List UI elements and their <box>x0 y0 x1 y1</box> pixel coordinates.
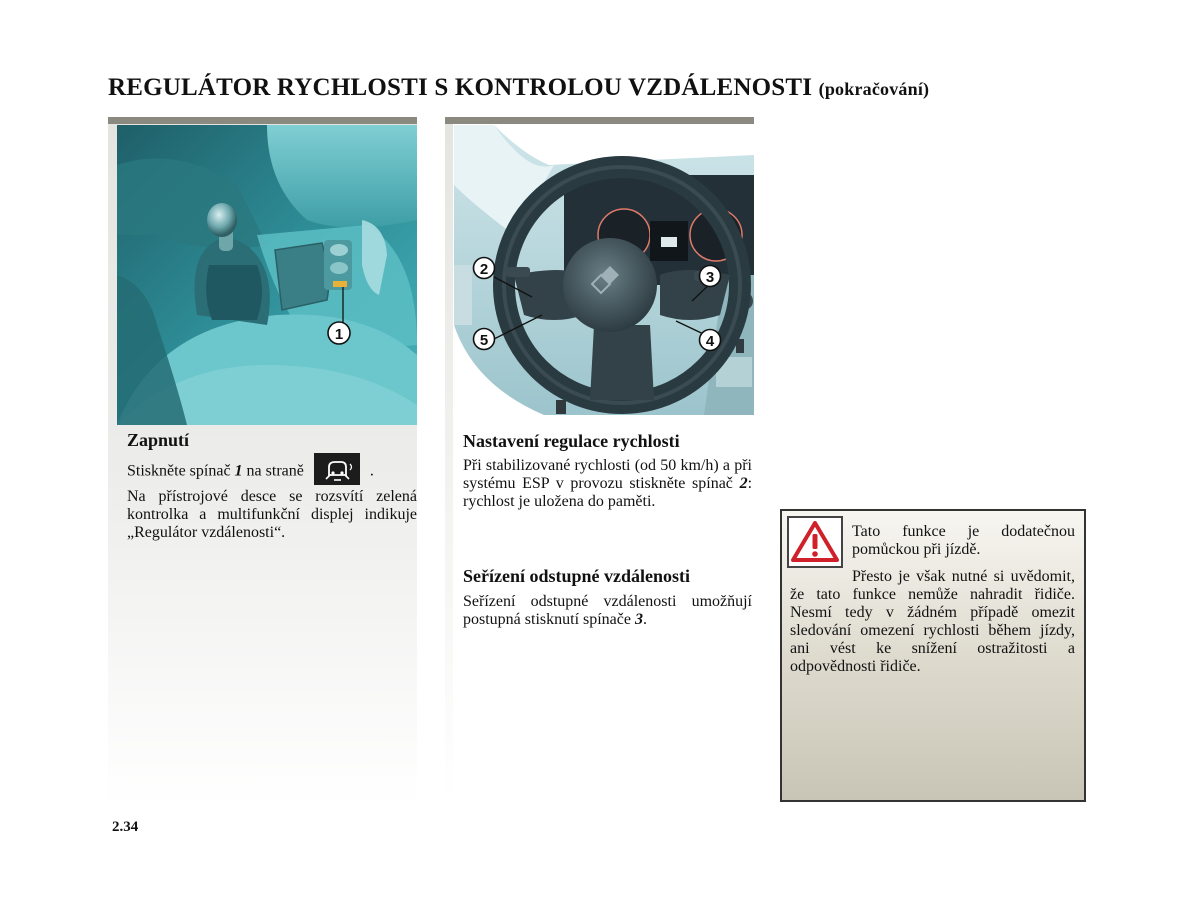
callout-5: 5 <box>479 332 489 349</box>
callout-1: 1 <box>334 326 344 343</box>
column-top-bar <box>108 117 417 124</box>
steering-wheel-illustration <box>454 125 754 415</box>
middle-para-1 <box>463 457 752 511</box>
distance-regulator-icon <box>314 453 360 485</box>
callout-4: 4 <box>705 333 715 350</box>
left-para-1-after: na straně <box>246 462 304 480</box>
left-para-1-end: . <box>369 462 374 480</box>
middle-para-1-before: Při stabilizované rychlosti (od 50 km/h) a při systému ESP v provozu stiskněte spínač <box>463 457 752 492</box>
middle-para-2-before: Seřízení odstupné vzdálenosti umožňují postupná stisknutí spínače <box>463 593 752 628</box>
middle-column <box>445 117 754 417</box>
gear-console-photo <box>117 125 417 425</box>
callout-2: 2 <box>479 261 489 278</box>
column-top-bar-2 <box>445 117 754 124</box>
left-para-1 <box>127 456 417 488</box>
section-heading-serizeni: Seřízení odstupné vzdálenosti <box>463 566 691 586</box>
switch-number-1: 1 <box>234 462 243 480</box>
warning-box <box>780 509 1086 802</box>
callout-3: 3 <box>705 269 715 286</box>
page-number: 2.34 <box>112 819 139 835</box>
section-heading-nastaveni: Nastavení regulace rychlosti <box>463 431 680 451</box>
steering-wheel-photo <box>454 125 754 415</box>
left-para-1-before: Stiskněte spínač <box>127 462 231 480</box>
page-title-main: REGULÁTOR RYCHLOSTI S KONTROLOU VZDÁLENOSTI <box>108 74 813 101</box>
switch-number-3: 3 <box>634 611 643 628</box>
page-title <box>108 74 929 102</box>
middle-para-2 <box>463 593 752 629</box>
column-side-fade <box>445 124 453 804</box>
left-para-2: Na přístrojové desce se rozsvítí zelená kontrolka a multifunkční displej indikuje „Regulátor vzdálenosti“. <box>127 488 417 541</box>
page-title-sub: (pokračování) <box>818 79 930 99</box>
gear-console-illustration <box>117 125 417 425</box>
switch-number-2: 2 <box>739 475 748 492</box>
section-heading-zapnuti: Zapnutí <box>127 430 190 450</box>
warning-text-1: Tato funkce je dodatečnou pomůckou při jízdě. <box>852 523 1075 558</box>
middle-para-1-after: : rychlost je uložena do paměti. <box>463 475 753 510</box>
middle-para-2-after: . <box>642 611 647 628</box>
warning-triangle-icon <box>787 516 843 568</box>
warning-text-2: Přesto je však nutné si uvědomit, že tato funkce nemůže nahradit řidiče. Nesmí tedy v žádném případě omezit sledování omezení rychlosti během jízdy, ani vést ke snížení ostražitosti a odpovědnosti řidiče. <box>790 568 1075 675</box>
